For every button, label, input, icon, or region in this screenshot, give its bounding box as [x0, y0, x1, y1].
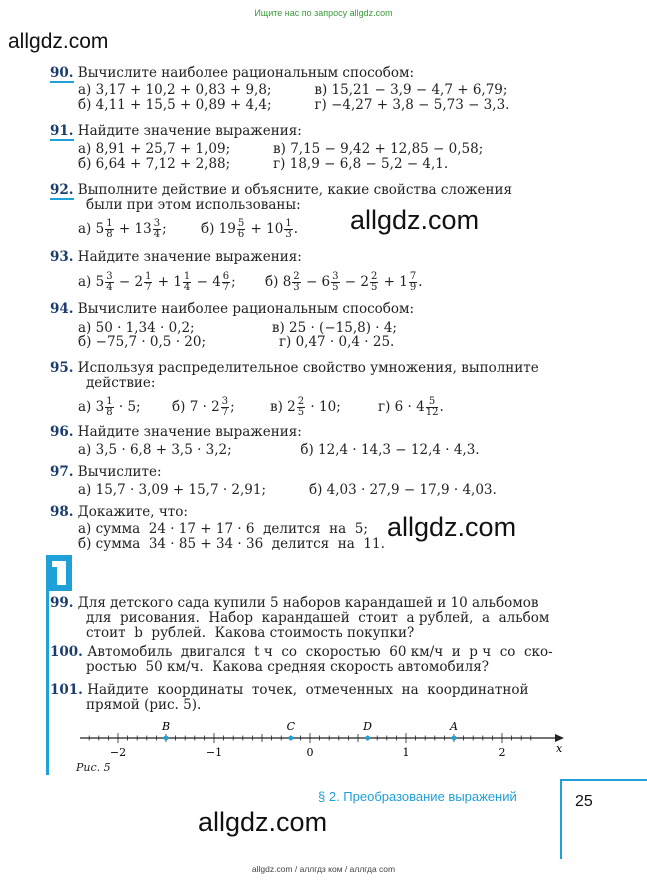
- exercise-heading: [50, 302, 414, 317]
- bottom-banner: allgdz.com / аллгдз ком / аллгда com: [251, 864, 396, 874]
- line-text: Вычислите наиболее рациональным способом:: [77, 65, 415, 81]
- line-text: Выполните действие и объясните, какие свойства сложения: [77, 182, 513, 198]
- point-label: D: [363, 720, 373, 733]
- line-text: стоит b рублей. Какова стоимость покупки?: [86, 625, 415, 641]
- exercise-number: 94.: [50, 301, 74, 317]
- axis-arrow: [555, 734, 564, 742]
- exercise-heading: [50, 465, 162, 480]
- exercise-number: 97.: [50, 464, 74, 480]
- point-marker: [452, 736, 457, 741]
- exercise-heading: [50, 505, 188, 520]
- exercise-line: [86, 611, 549, 626]
- point-label: B: [161, 720, 171, 733]
- line-text: Автомобиль двигался t ч со скоростью 60 км/ч и p ч со ско-: [87, 644, 553, 660]
- line-text: Найдите значение выражения:: [77, 424, 302, 440]
- exercise-number: 95.: [50, 360, 74, 376]
- page-number-box: [560, 779, 647, 859]
- line-text: Найдите значение выражения:: [77, 123, 302, 139]
- exercise-heading: [50, 425, 302, 440]
- line-text: б) сумма 34 · 85 + 34 · 36 делится на 11.: [78, 536, 385, 552]
- exercise-number: 98.: [50, 504, 74, 520]
- line-text: для рисования. Набор карандашей стоит a рублей, а альбом: [86, 610, 550, 626]
- exercise-number: 90.: [50, 65, 74, 81]
- point-marker: [164, 736, 169, 741]
- exercise-number: 91.: [50, 123, 74, 139]
- point-label: C: [286, 720, 296, 733]
- exercise-line: [78, 142, 483, 157]
- exercise-line: [86, 698, 201, 713]
- ex92-items: а) 5 $\frac{1}{8}$ + 13 $\frac{3}{4}$ ; б) 19 $\frac{5}{6}$ + 10 $\frac{1}{3}$ .: [78, 218, 298, 240]
- point-marker: [365, 736, 370, 741]
- exercise-heading: [50, 250, 302, 265]
- line-text: прямой (рис. 5).: [86, 697, 202, 713]
- exercise-line: [86, 198, 301, 213]
- line-text: а) 3,5 · 6,8 + 3,5 · 3,2; б) 12,4 · 14,3 − 12,4 · 4,3.: [78, 442, 480, 458]
- watermark: allgdz.com: [350, 205, 480, 235]
- watermark: allgdz.com: [8, 30, 109, 53]
- ex93-b: б) 8 $\frac{2}{3}$ − 6 $\frac{3}{5}$ − 2 $\frac{2}{5}$ + 1 $\frac{7}{9}$ .: [265, 271, 423, 293]
- exercise-heading: [50, 596, 538, 611]
- tick-label: 2: [498, 746, 506, 759]
- exercise-heading: [50, 183, 512, 198]
- top-banner: Ищите нас по запросу allgdz.com: [254, 8, 393, 18]
- exercise-number: 101.: [50, 682, 83, 698]
- ex95-c: в) 2 $\frac{2}{5}$ · 10;: [270, 396, 341, 418]
- line-text: Докажите, что:: [77, 504, 188, 520]
- line-text: Вычислите наиболее рациональным способом:: [77, 301, 415, 317]
- watermark: allgdz.com: [387, 512, 517, 542]
- point-marker: [288, 736, 293, 741]
- page-number: 25: [575, 793, 593, 810]
- exercise-heading: [50, 683, 529, 698]
- line-text: а) сумма 24 · 17 + 17 · 6 делится на 5;: [78, 521, 368, 537]
- ex95-a: а) 3 $\frac{1}{8}$ · 5;: [78, 396, 141, 418]
- exercise-heading: [50, 361, 539, 376]
- line-text: Для детского сада купили 5 наборов карандашей и 10 альбомов: [77, 595, 539, 611]
- exercise-line: [78, 83, 507, 98]
- exercise-line: [86, 626, 414, 641]
- exercise-number: 99.: [50, 595, 74, 611]
- figure-caption: Рис. 5: [76, 761, 111, 774]
- ex95-d: г) 6 · 4 $\frac{5}{12}$ .: [378, 396, 444, 418]
- exercise-line: [78, 537, 385, 552]
- line-text: а) 15,7 · 3,09 + 15,7 · 2,91; б) 4,03 · 27,9 − 17,9 · 4,03.: [78, 482, 497, 498]
- exercise-line: [78, 98, 509, 113]
- point-label: A: [450, 720, 458, 733]
- line-text: б) 4,11 + 15,5 + 0,89 + 4,4; г) −4,27 + 3,8 − 5,73 − 3,3.: [78, 97, 510, 113]
- exercise-line: [78, 335, 394, 350]
- repeat-badge-icon: [46, 555, 72, 591]
- tick-label: 0: [306, 746, 314, 759]
- exercise-number: 96.: [50, 424, 74, 440]
- exercise-heading: [50, 124, 302, 139]
- line-text: Используя распределительное свойство умножения, выполните: [77, 360, 539, 376]
- exercise-line: [78, 483, 497, 498]
- exercise-number: 93.: [50, 249, 74, 265]
- tick-label: −2: [109, 746, 127, 759]
- ex95-b: б) 7 · 2 $\frac{3}{7}$ ;: [172, 396, 235, 418]
- line-text: а) 50 · 1,34 · 0,2; в) 25 · (−15,8) · 4;: [78, 320, 397, 336]
- exercise-number: 100.: [50, 644, 83, 660]
- line-text: Вычислите:: [77, 464, 162, 480]
- tick-label: −1: [205, 746, 223, 759]
- line-text: а) 3,17 + 10,2 + 0,83 + 9,8; в) 15,21 − 3,9 − 4,7 + 6,79;: [78, 82, 508, 98]
- exercise-line: [86, 660, 489, 675]
- line-text: б) 6,64 + 7,12 + 2,88; г) 18,9 − 6,8 − 5,2 − 4,1.: [78, 156, 449, 172]
- exercise-line: [78, 522, 368, 537]
- line-text: Найдите значение выражения:: [77, 249, 302, 265]
- line-text: а) 8,91 + 25,7 + 1,09; в) 7,15 − 9,42 + 12,85 − 0,58;: [78, 141, 484, 157]
- exercise-line: [86, 376, 155, 391]
- watermark: allgdz.com: [198, 807, 328, 837]
- exercise-heading: [50, 66, 414, 81]
- exercise-number: 92.: [50, 182, 74, 198]
- line-text: ростью 50 км/ч. Какова средняя скорость автомобиля?: [86, 659, 489, 675]
- line-text: действие:: [86, 375, 156, 391]
- tick-label: 1: [402, 746, 410, 759]
- exercise-heading: [50, 645, 553, 660]
- axis-name: x: [556, 742, 563, 755]
- exercise-line: [78, 157, 448, 172]
- line-text: б) −75,7 · 0,5 · 20; г) 0,47 · 0,4 · 25.: [78, 334, 395, 350]
- exercise-line: [78, 443, 480, 458]
- ex93-a: а) 5 $\frac{3}{4}$ − 2 $\frac{1}{7}$ + 1 $\frac{1}{4}$ − 4 $\frac{6}{7}$ ;: [78, 271, 236, 293]
- line-text: были при этом использованы:: [86, 197, 301, 213]
- section-title: § 2. Преобразование выражений: [318, 789, 517, 804]
- number-line: [80, 718, 570, 763]
- line-text: Найдите координаты точек, отмеченных на координатной: [87, 682, 529, 698]
